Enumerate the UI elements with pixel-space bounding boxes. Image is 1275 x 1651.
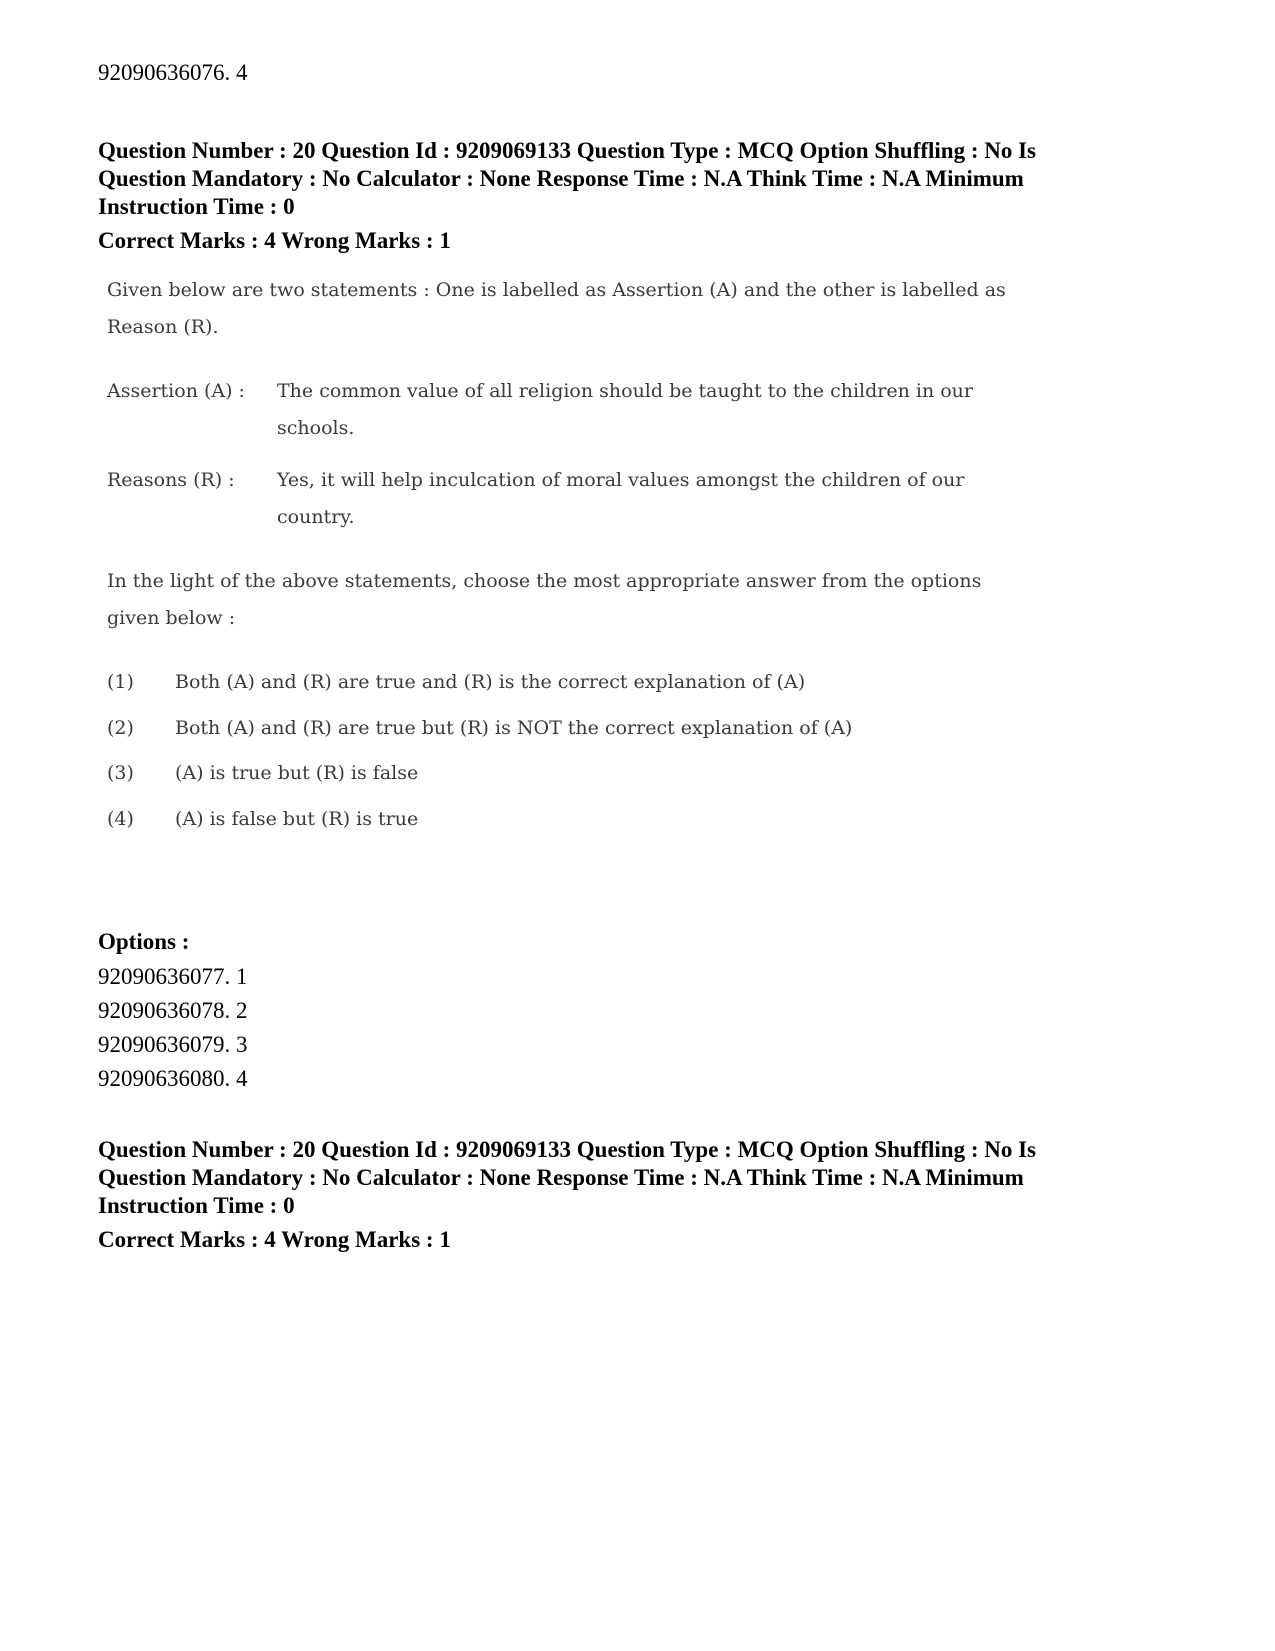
next-question-header-line-2: Question Mandatory : No Calculator : None Response Time : N.A Think Time : N.A Minimum	[98, 1165, 1024, 1190]
prompt-line-2: given below :	[107, 607, 236, 629]
reason-text-line-1: Yes, it will help inculcation of moral values amongst the children of our	[277, 469, 965, 491]
option-item: 92090636077. 1	[98, 964, 248, 989]
assertion-text-line-2: schools.	[277, 417, 355, 439]
next-question-header-line-1: Question Number : 20 Question Id : 9209069133 Question Type : MCQ Option Shuffling : No Is	[98, 1137, 1037, 1162]
next-question-marks: Correct Marks : 4 Wrong Marks : 1	[98, 1227, 451, 1252]
choice-text: (A) is false but (R) is true	[175, 808, 419, 830]
reason-text-line-2: country.	[277, 506, 355, 528]
options-heading: Options :	[98, 929, 190, 954]
question-header	[98, 137, 1188, 221]
reason-label: Reasons (R) :	[107, 469, 235, 491]
choice-number: (2)	[107, 717, 134, 739]
question-header-line-1: Question Number : 20 Question Id : 9209069133 Question Type : MCQ Option Shuffling : No Is	[98, 138, 1037, 163]
option-item: 92090636079. 3	[98, 1032, 248, 1057]
intro-line-1: Given below are two statements : One is labelled as Assertion (A) and the other is labelled as	[107, 279, 1006, 301]
assertion-text-line-1: The common value of all religion should be taught to the children in our	[277, 380, 973, 402]
previous-option-line: 92090636076. 4	[98, 60, 248, 85]
choice-number: (4)	[107, 808, 134, 830]
intro-line-2: Reason (R).	[107, 316, 219, 338]
question-header-line-3: Instruction Time : 0	[98, 194, 295, 219]
question-marks: Correct Marks : 4 Wrong Marks : 1	[98, 228, 451, 253]
question-image	[95, 262, 1015, 842]
choice-number: (3)	[107, 762, 134, 784]
choice-text: Both (A) and (R) are true and (R) is the correct explanation of (A)	[175, 671, 806, 693]
option-item: 92090636078. 2	[98, 998, 248, 1023]
question-header-line-2: Question Mandatory : No Calculator : None Response Time : N.A Think Time : N.A Minimum	[98, 166, 1024, 191]
choice-text: (A) is true but (R) is false	[175, 762, 419, 784]
assertion-label: Assertion (A) :	[107, 380, 245, 402]
options-list	[98, 960, 248, 1096]
choice-text: Both (A) and (R) are true but (R) is NOT the correct explanation of (A)	[175, 717, 853, 739]
next-question-header	[98, 1136, 1188, 1220]
prompt-line-1: In the light of the above statements, choose the most appropriate answer from the options	[107, 570, 982, 592]
choice-number: (1)	[107, 671, 134, 693]
option-item: 92090636080. 4	[98, 1066, 248, 1091]
next-question-header-line-3: Instruction Time : 0	[98, 1193, 295, 1218]
